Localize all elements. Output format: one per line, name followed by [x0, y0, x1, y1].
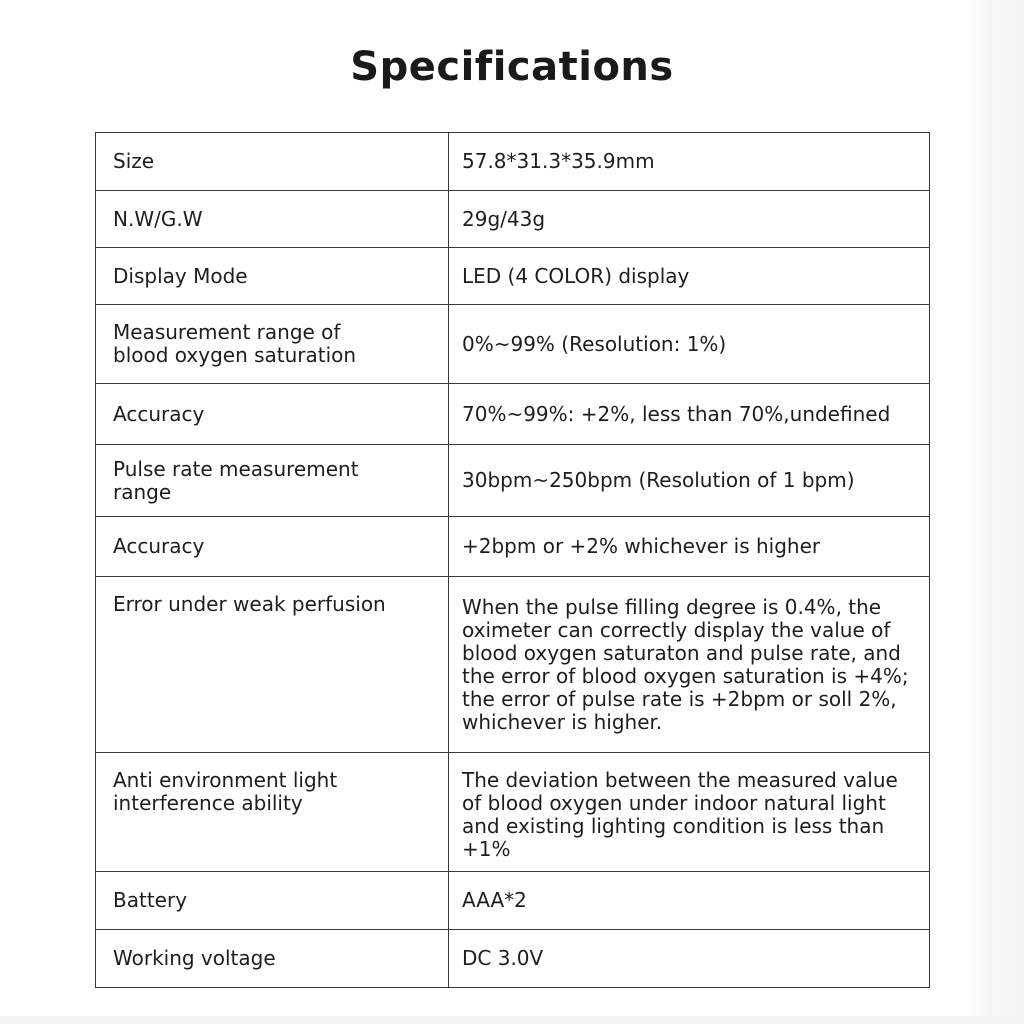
spec-value: The deviation between the measured value of blood oxygen under indoor natural light and existing lighting condition is less than +1% [449, 753, 930, 872]
spec-label: Accuracy [96, 517, 449, 577]
spec-label: Anti environment light interference ability [96, 753, 449, 872]
spec-value: When the pulse filling degree is 0.4%, the oximeter can correctly display the value of blood oxygen saturaton and pulse rate, and the error of blood oxygen saturation is +4%; the error of pulse rate is +2bpm or soll 2%, whichever is higher. [449, 577, 930, 753]
spec-label: Battery [96, 872, 449, 930]
table-row [96, 577, 930, 753]
table-row [96, 133, 930, 191]
spec-value: DC 3.0V [449, 930, 930, 988]
spec-label: Size [96, 133, 449, 191]
spec-value: +2bpm or +2% whichever is higher [449, 517, 930, 577]
spec-value: 0%~99% (Resolution: 1%) [449, 305, 930, 384]
table-row [96, 248, 930, 305]
spec-label: Working voltage [96, 930, 449, 988]
spec-label: N.W/G.W [96, 191, 449, 248]
page-bottom-edge [0, 1016, 1024, 1024]
table-row [96, 517, 930, 577]
spec-value: 70%~99%: +2%, less than 70%,undefined [449, 384, 930, 445]
spec-label: Accuracy [96, 384, 449, 445]
spec-value: 57.8*31.3*35.9mm [449, 133, 930, 191]
spec-value: 30bpm~250bpm (Resolution of 1 bpm) [449, 445, 930, 517]
spec-label: Measurement range of blood oxygen saturation [96, 305, 449, 384]
page-title: Specifications [350, 44, 674, 90]
spec-value: 29g/43g [449, 191, 930, 248]
table-row [96, 384, 930, 445]
table-row [96, 872, 930, 930]
table-row [96, 305, 930, 384]
spec-label: Display Mode [96, 248, 449, 305]
page-edge-shadow [966, 0, 1024, 1024]
table-row [96, 445, 930, 517]
table-row [96, 753, 930, 872]
spec-label: Error under weak perfusion [96, 577, 449, 753]
spec-label: Pulse rate measurement range [96, 445, 449, 517]
table-row [96, 930, 930, 988]
spec-value: LED (4 COLOR) display [449, 248, 930, 305]
spec-value: AAA*2 [449, 872, 930, 930]
table-row [96, 191, 930, 248]
specifications-table [95, 132, 930, 988]
